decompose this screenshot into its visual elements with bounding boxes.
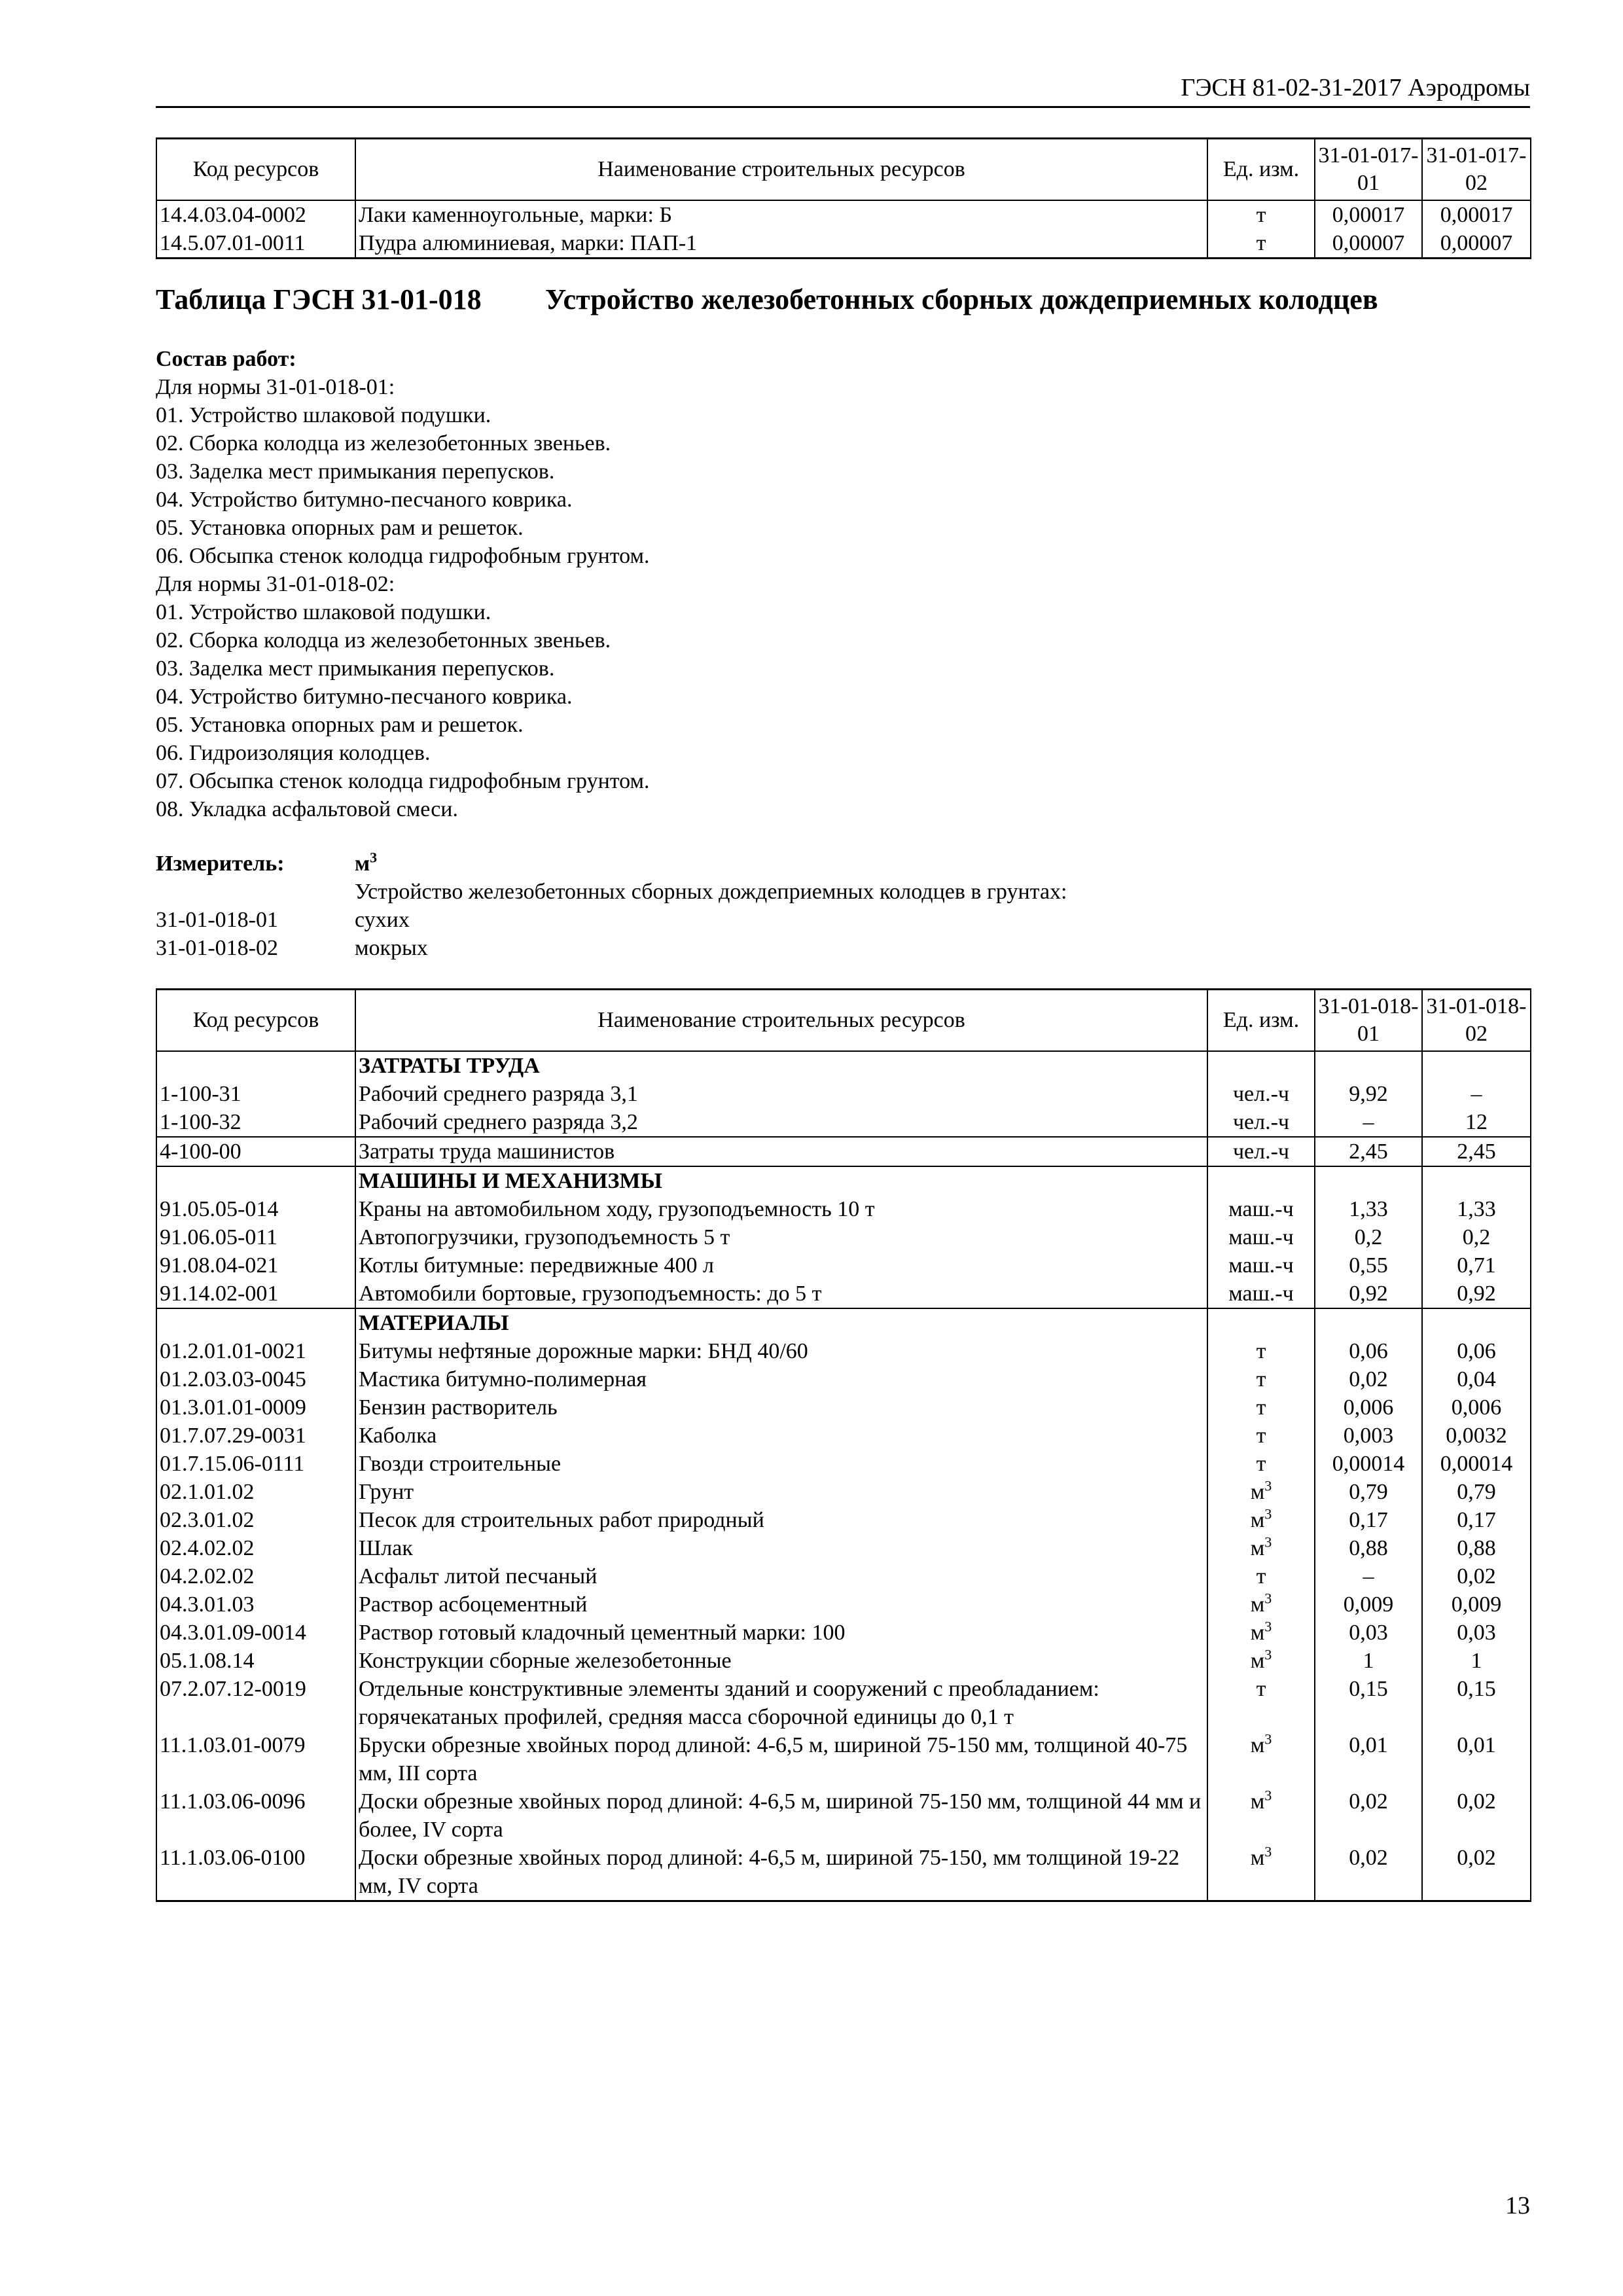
- cell-norm-1: 0,17: [1315, 1506, 1422, 1534]
- cell-name: Отдельные конструктивные элементы зданий и сооружений с преобладанием: горячекатаных профилей, средняя масса сборочной единицы до 0,1 т: [355, 1675, 1207, 1731]
- meter-description: Устройство железобетонных сборных дождеприемных колодцев в грунтах:: [355, 880, 1067, 904]
- cell-unit: [1207, 1506, 1315, 1534]
- cell-norm-1: 0,00017: [1315, 200, 1422, 229]
- cell-code: 14.4.03.04-0002: [156, 200, 355, 229]
- cell-code: 02.3.01.02: [156, 1506, 355, 1534]
- cell-norm-1: 0,2: [1315, 1223, 1422, 1251]
- table-row: [156, 1731, 1531, 1787]
- cell-norm-2: –: [1422, 1080, 1531, 1108]
- cell-code: 11.1.03.01-0079: [156, 1731, 355, 1787]
- cell-unit: [1207, 1365, 1315, 1393]
- cell-unit: [1207, 1422, 1315, 1450]
- cell-norm-2: 0,92: [1422, 1280, 1531, 1308]
- cell-norm-2: 0,01: [1422, 1731, 1531, 1787]
- cell-norm-1: 0,79: [1315, 1478, 1422, 1506]
- work-step: 01. Устройство шлаковой подушки.: [156, 403, 491, 427]
- unit-exponent: 3: [1264, 1787, 1272, 1804]
- col-header-unit: Ед. изм.: [1207, 990, 1315, 1052]
- norm-1-steps: [156, 401, 650, 570]
- cell-norm-2: 0,00017: [1422, 200, 1531, 229]
- cell-norm-2: 2,45: [1422, 1137, 1531, 1166]
- table-row: [156, 1647, 1531, 1675]
- table-row: [156, 1534, 1531, 1562]
- cell-name: Рабочий среднего разряда 3,2: [355, 1108, 1207, 1137]
- section-title: МАТЕРИАЛЫ: [355, 1308, 1207, 1337]
- cell-name: Асфальт литой песчаный: [355, 1562, 1207, 1590]
- cell-unit: [1207, 1051, 1315, 1080]
- norm-1-label: Для нормы 31-01-018-01:: [156, 375, 395, 399]
- resources-table-017: [156, 137, 1531, 259]
- unit-text: м: [1250, 1592, 1265, 1617]
- cell-norm-2: 0,03: [1422, 1619, 1531, 1647]
- cell-code: 02.4.02.02: [156, 1534, 355, 1562]
- cell-norm-2: 0,06: [1422, 1337, 1531, 1365]
- col-header-norm-1: 31-01-018-01: [1315, 990, 1422, 1052]
- cell-name: Гвозди строительные: [355, 1450, 1207, 1478]
- table-row: [156, 1562, 1531, 1590]
- cell-code: 14.5.07.01-0011: [156, 229, 355, 259]
- cell-name: Автомобили бортовые, грузоподъемность: до 5 т: [355, 1280, 1207, 1308]
- cell-code: 1-100-32: [156, 1108, 355, 1137]
- unit-text: чел.-ч: [1232, 1110, 1290, 1134]
- table-row: [156, 1251, 1531, 1280]
- unit-text: м: [1250, 1621, 1265, 1645]
- cell-norm-1: 0,06: [1315, 1337, 1422, 1365]
- col-header-norm-2: 31-01-017-02: [1422, 139, 1531, 201]
- page-number: 13: [1505, 2192, 1530, 2219]
- table-row: [156, 1590, 1531, 1619]
- cell-unit: [1207, 1787, 1315, 1844]
- cell-norm-2: 0,009: [1422, 1590, 1531, 1619]
- cell-unit: [1207, 1844, 1315, 1901]
- cell-norm-2: 0,2: [1422, 1223, 1531, 1251]
- cell-norm-1: 0,006: [1315, 1393, 1422, 1422]
- unit-text: т: [1256, 1677, 1266, 1701]
- cell-code: 04.3.01.03: [156, 1590, 355, 1619]
- cell-norm-1: [1315, 1051, 1422, 1080]
- cell-code: 04.2.02.02: [156, 1562, 355, 1590]
- col-header-norm-1: 31-01-017-01: [1315, 139, 1422, 201]
- cell-unit: [1207, 1393, 1315, 1422]
- cell-unit: [1207, 1337, 1315, 1365]
- unit-text: м: [1250, 1649, 1265, 1673]
- cell-norm-2: 0,15: [1422, 1675, 1531, 1731]
- cell-name: Бруски обрезные хвойных пород длиной: 4-6,5 м, шириной 75-150 мм, толщиной 40-75 мм, III сорта: [355, 1731, 1207, 1787]
- table-row: [156, 1478, 1531, 1506]
- cell-unit: [1207, 1166, 1315, 1195]
- unit-exponent: 3: [1264, 1477, 1272, 1494]
- cell-name: Раствор готовый кладочный цементный марки: 100: [355, 1619, 1207, 1647]
- unit-text: м: [1250, 1789, 1265, 1814]
- unit-text: м: [1250, 1846, 1265, 1870]
- cell-code: 01.2.03.03-0045: [156, 1365, 355, 1393]
- work-step: 05. Установка опорных рам и решеток.: [156, 713, 524, 737]
- cell-name: Автопогрузчики, грузоподъемность 5 т: [355, 1223, 1207, 1251]
- section-row: [156, 1308, 1531, 1337]
- unit-text: м: [1250, 1536, 1265, 1560]
- cell-norm-2: [1422, 1166, 1531, 1195]
- cell-name: Котлы битумные: передвижные 400 л: [355, 1251, 1207, 1280]
- cell-unit: [1207, 1731, 1315, 1787]
- table-row: [156, 1223, 1531, 1251]
- table-body: [156, 200, 1531, 259]
- meter-unit-base: м: [355, 852, 370, 876]
- cell-name: Раствор асбоцементный: [355, 1590, 1207, 1619]
- unit-text: м: [1250, 1480, 1265, 1504]
- cell-code: 1-100-31: [156, 1080, 355, 1108]
- table-row: [156, 1195, 1531, 1223]
- table-row: [156, 1450, 1531, 1478]
- cell-norm-1: 0,003: [1315, 1422, 1422, 1450]
- unit-exponent: 3: [1264, 1843, 1272, 1860]
- section-title: ЗАТРАТЫ ТРУДА: [355, 1051, 1207, 1080]
- norm-2-steps: [156, 598, 650, 823]
- cell-name: Затраты труда машинистов: [355, 1137, 1207, 1166]
- table-row: [156, 229, 1531, 259]
- cell-norm-2: 0,71: [1422, 1251, 1531, 1280]
- table-row: [156, 1619, 1531, 1647]
- table-row: [156, 1280, 1531, 1308]
- cell-norm-1: 0,03: [1315, 1619, 1422, 1647]
- cell-unit: [1207, 1619, 1315, 1647]
- cell-code: 05.1.08.14: [156, 1647, 355, 1675]
- meter-item-name: мокрых: [355, 936, 428, 960]
- cell-norm-2: 0,04: [1422, 1365, 1531, 1393]
- col-header-name: Наименование строительных ресурсов: [355, 139, 1207, 201]
- table-row: [156, 200, 1531, 229]
- col-header-code: Код ресурсов: [156, 990, 355, 1052]
- cell-code: 91.14.02-001: [156, 1280, 355, 1308]
- table-body: [156, 1051, 1531, 1901]
- cell-norm-1: –: [1315, 1562, 1422, 1590]
- cell-norm-1: 0,92: [1315, 1280, 1422, 1308]
- norm-2-label: Для нормы 31-01-018-02:: [156, 572, 395, 596]
- cell-norm-2: 0,0032: [1422, 1422, 1531, 1450]
- work-step: 01. Устройство шлаковой подушки.: [156, 600, 491, 624]
- col-header-unit: Ед. изм.: [1207, 139, 1315, 201]
- cell-norm-2: 0,02: [1422, 1787, 1531, 1844]
- cell-unit: [1207, 1108, 1315, 1137]
- unit-text: т: [1256, 1424, 1266, 1448]
- table-row: [156, 1844, 1531, 1901]
- cell-norm-1: 2,45: [1315, 1137, 1422, 1166]
- cell-code: 01.7.07.29-0031: [156, 1422, 355, 1450]
- work-composition-title: Состав работ:: [156, 347, 296, 371]
- cell-code: 91.05.05-014: [156, 1195, 355, 1223]
- cell-code: 11.1.03.06-0100: [156, 1844, 355, 1901]
- meter-unit-exponent: 3: [370, 849, 378, 866]
- table-number: Таблица ГЭСН 31-01-018: [156, 283, 482, 315]
- unit-exponent: 3: [1264, 1505, 1272, 1522]
- cell-code: [156, 1051, 355, 1080]
- cell-norm-2: 0,00014: [1422, 1450, 1531, 1478]
- cell-code: 04.3.01.09-0014: [156, 1619, 355, 1647]
- work-step: 06. Обсыпка стенок колодца гидрофобным грунтом.: [156, 544, 650, 568]
- cell-norm-2: 0,02: [1422, 1844, 1531, 1901]
- cell-unit: [1207, 1647, 1315, 1675]
- header-rule: [156, 106, 1530, 108]
- resources-table-018: [156, 988, 1531, 1902]
- unit-text: чел.-ч: [1232, 1139, 1290, 1164]
- cell-norm-2: [1422, 1051, 1531, 1080]
- cell-norm-2: 12: [1422, 1108, 1531, 1137]
- work-step: 05. Установка опорных рам и решеток.: [156, 516, 524, 540]
- col-header-code: Код ресурсов: [156, 139, 355, 201]
- cell-norm-2: 0,02: [1422, 1562, 1531, 1590]
- unit-text: т: [1256, 1367, 1266, 1391]
- unit-text: м: [1250, 1508, 1265, 1532]
- cell-norm-1: –: [1315, 1108, 1422, 1137]
- meter-item-code: 31-01-018-02: [156, 936, 278, 960]
- work-step: 04. Устройство битумно-песчаного коврика.: [156, 488, 573, 512]
- meter-block: [156, 850, 1067, 962]
- cell-norm-2: 0,17: [1422, 1506, 1531, 1534]
- col-header-norm-2: 31-01-018-02: [1422, 990, 1531, 1052]
- cell-norm-1: 1: [1315, 1647, 1422, 1675]
- cell-code: 91.06.05-011: [156, 1223, 355, 1251]
- cell-name: Шлак: [355, 1534, 1207, 1562]
- cell-norm-1: 0,009: [1315, 1590, 1422, 1619]
- cell-name: Бензин растворитель: [355, 1393, 1207, 1422]
- cell-name: Доски обрезные хвойных пород длиной: 4-6,5 м, шириной 75-150, мм толщиной 19-22 мм, IV сорта: [355, 1844, 1207, 1901]
- cell-name: Битумы нефтяные дорожные марки: БНД 40/60: [355, 1337, 1207, 1365]
- cell-name: Краны на автомобильном ходу, грузоподъемность 10 т: [355, 1195, 1207, 1223]
- cell-name: Грунт: [355, 1478, 1207, 1506]
- cell-name: Песок для строительных работ природный: [355, 1506, 1207, 1534]
- section-title: МАШИНЫ И МЕХАНИЗМЫ: [355, 1166, 1207, 1195]
- cell-unit: [1207, 1080, 1315, 1108]
- work-step: 03. Заделка мест примыкания перепусков.: [156, 459, 555, 484]
- cell-norm-2: 0,88: [1422, 1534, 1531, 1562]
- cell-norm-2: [1422, 1308, 1531, 1337]
- cell-code: 07.2.07.12-0019: [156, 1675, 355, 1731]
- cell-unit: [1207, 1308, 1315, 1337]
- cell-unit: [1207, 1137, 1315, 1166]
- running-header: ГЭСН 81-02-31-2017 Аэродромы: [1181, 74, 1530, 101]
- table-title: Устройство железобетонных сборных дождеприемных колодцев: [545, 283, 1378, 315]
- table-row: [156, 1393, 1531, 1422]
- cell-name: Мастика битумно-полимерная: [355, 1365, 1207, 1393]
- cell-norm-1: [1315, 1308, 1422, 1337]
- cell-norm-1: 0,00014: [1315, 1450, 1422, 1478]
- cell-code: 11.1.03.06-0096: [156, 1787, 355, 1844]
- meter-item-name: сухих: [355, 908, 410, 932]
- cell-norm-2: 0,006: [1422, 1393, 1531, 1422]
- cell-norm-1: 0,55: [1315, 1251, 1422, 1280]
- cell-code: [156, 1166, 355, 1195]
- unit-text: маш.-ч: [1228, 1253, 1294, 1278]
- work-step: 02. Сборка колодца из железобетонных звеньев.: [156, 628, 611, 653]
- work-step: 03. Заделка мест примыкания перепусков.: [156, 656, 555, 681]
- unit-text: м: [1250, 1733, 1265, 1757]
- unit-text: т: [1256, 1564, 1266, 1588]
- meter-unit: [355, 850, 377, 878]
- cell-unit: [1207, 1195, 1315, 1223]
- cell-unit: [1207, 1534, 1315, 1562]
- unit-text: т: [1256, 1395, 1266, 1420]
- cell-name: Рабочий среднего разряда 3,1: [355, 1080, 1207, 1108]
- table-row: [156, 1080, 1531, 1108]
- cell-code: [156, 1308, 355, 1337]
- work-step: 04. Устройство битумно-песчаного коврика.: [156, 685, 573, 709]
- cell-name: Конструкции сборные железобетонные: [355, 1647, 1207, 1675]
- cell-name: Доски обрезные хвойных пород длиной: 4-6,5 м, шириной 75-150 мм, толщиной 44 мм и более, IV сорта: [355, 1787, 1207, 1844]
- meter-label: Измеритель:: [156, 852, 285, 876]
- work-step: 07. Обсыпка стенок колодца гидрофобным грунтом.: [156, 769, 650, 793]
- cell-name: Лаки каменноугольные, марки: Б: [355, 200, 1207, 229]
- cell-norm-1: 9,92: [1315, 1080, 1422, 1108]
- unit-exponent: 3: [1264, 1646, 1272, 1663]
- table-row: [156, 1422, 1531, 1450]
- unit-text: т: [1256, 1452, 1266, 1476]
- cell-name: Каболка: [355, 1422, 1207, 1450]
- work-composition: [156, 345, 650, 823]
- unit-exponent: 3: [1264, 1731, 1272, 1748]
- table-row: [156, 1675, 1531, 1731]
- cell-unit: [1207, 1562, 1315, 1590]
- cell-norm-1: 1,33: [1315, 1195, 1422, 1223]
- table-row: [156, 1137, 1531, 1166]
- unit-text: чел.-ч: [1232, 1082, 1290, 1106]
- unit-text: т: [1256, 1339, 1266, 1363]
- cell-unit: [1207, 1450, 1315, 1478]
- table-heading: [156, 283, 1378, 316]
- cell-norm-1: 0,02: [1315, 1787, 1422, 1844]
- cell-norm-1: 0,01: [1315, 1731, 1422, 1787]
- unit-text: т: [1256, 231, 1266, 255]
- col-header-name: Наименование строительных ресурсов: [355, 990, 1207, 1052]
- section-row: [156, 1051, 1531, 1080]
- cell-unit: [1207, 1590, 1315, 1619]
- cell-code: 4-100-00: [156, 1137, 355, 1166]
- cell-norm-1: [1315, 1166, 1422, 1195]
- work-step: 06. Гидроизоляция колодцев.: [156, 741, 431, 765]
- unit-text: маш.-ч: [1228, 1197, 1294, 1221]
- cell-unit: [1207, 229, 1315, 259]
- cell-norm-1: 0,02: [1315, 1844, 1422, 1901]
- cell-norm-1: 0,88: [1315, 1534, 1422, 1562]
- unit-exponent: 3: [1264, 1534, 1272, 1551]
- meter-item-code: 31-01-018-01: [156, 908, 278, 932]
- cell-norm-2: 0,00007: [1422, 229, 1531, 259]
- work-step: 02. Сборка колодца из железобетонных звеньев.: [156, 431, 611, 456]
- cell-code: 01.3.01.01-0009: [156, 1393, 355, 1422]
- cell-unit: [1207, 1251, 1315, 1280]
- cell-norm-1: 0,00007: [1315, 229, 1422, 259]
- cell-norm-2: 1,33: [1422, 1195, 1531, 1223]
- unit-text: маш.-ч: [1228, 1225, 1294, 1249]
- table-row: [156, 1337, 1531, 1365]
- cell-norm-2: 0,79: [1422, 1478, 1531, 1506]
- unit-text: маш.-ч: [1228, 1282, 1294, 1306]
- cell-unit: [1207, 1280, 1315, 1308]
- cell-code: 02.1.01.02: [156, 1478, 355, 1506]
- cell-unit: [1207, 1223, 1315, 1251]
- table-row: [156, 1108, 1531, 1137]
- cell-code: 91.08.04-021: [156, 1251, 355, 1280]
- table-row: [156, 1365, 1531, 1393]
- unit-exponent: 3: [1264, 1590, 1272, 1607]
- section-row: [156, 1166, 1531, 1195]
- cell-norm-2: 1: [1422, 1647, 1531, 1675]
- unit-text: т: [1256, 203, 1266, 227]
- table-row: [156, 1787, 1531, 1844]
- cell-name: Пудра алюминиевая, марки: ПАП-1: [355, 229, 1207, 259]
- cell-unit: [1207, 1478, 1315, 1506]
- cell-code: 01.7.15.06-0111: [156, 1450, 355, 1478]
- cell-unit: [1207, 200, 1315, 229]
- cell-code: 01.2.01.01-0021: [156, 1337, 355, 1365]
- cell-norm-1: 0,02: [1315, 1365, 1422, 1393]
- work-step: 08. Укладка асфальтовой смеси.: [156, 797, 459, 821]
- cell-norm-1: 0,15: [1315, 1675, 1422, 1731]
- unit-exponent: 3: [1264, 1618, 1272, 1635]
- cell-unit: [1207, 1675, 1315, 1731]
- table-row: [156, 1506, 1531, 1534]
